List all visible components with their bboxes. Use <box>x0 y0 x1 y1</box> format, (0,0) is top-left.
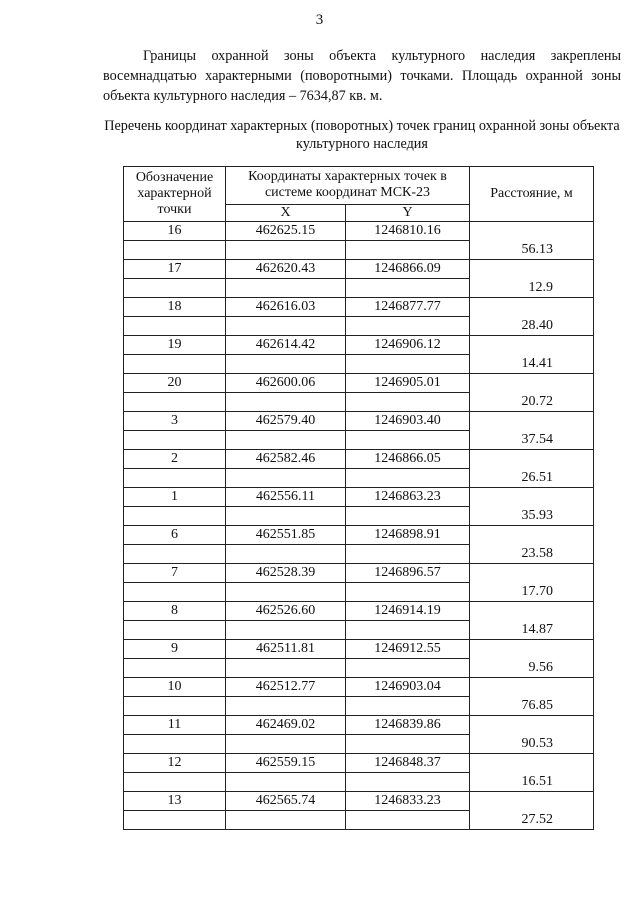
distance-cell-top <box>470 678 594 697</box>
empty-cell <box>124 241 226 260</box>
point-id: 16 <box>124 222 226 241</box>
distance-cell-top <box>470 564 594 583</box>
distance-value: 12.9 <box>470 279 594 298</box>
point-x: 462511.81 <box>226 640 346 659</box>
intro-paragraph: Границы охранной зоны объекта культурного наследия закреплены восемнадцатью характерными (поворотными) точками. Площадь охранной зоны объекта культурного наследия – 7634,87 кв. м. <box>103 48 621 104</box>
table-row <box>124 260 594 279</box>
empty-cell <box>346 355 470 374</box>
point-y: 1246833.23 <box>346 792 470 811</box>
point-x: 462582.46 <box>226 450 346 469</box>
distance-value: 56.13 <box>470 241 594 260</box>
table-row-gap <box>124 697 594 716</box>
point-id: 13 <box>124 792 226 811</box>
empty-cell <box>346 621 470 640</box>
empty-cell <box>226 317 346 336</box>
distance-value: 76.85 <box>470 697 594 716</box>
table-row-gap <box>124 279 594 298</box>
empty-cell <box>226 507 346 526</box>
empty-cell <box>346 431 470 450</box>
distance-cell-top <box>470 716 594 735</box>
empty-cell <box>226 241 346 260</box>
empty-cell <box>346 773 470 792</box>
distance-cell-top <box>470 488 594 507</box>
point-x: 462565.74 <box>226 792 346 811</box>
point-x: 462620.43 <box>226 260 346 279</box>
empty-cell <box>346 507 470 526</box>
empty-cell <box>226 697 346 716</box>
header-x: X <box>226 204 346 221</box>
distance-cell-top <box>470 260 594 279</box>
point-id: 9 <box>124 640 226 659</box>
table-row-gap <box>124 431 594 450</box>
distance-cell-top <box>470 640 594 659</box>
point-x: 462614.42 <box>226 336 346 355</box>
header-distance: Расстояние, м <box>470 167 594 222</box>
point-y: 1246810.16 <box>346 222 470 241</box>
point-y: 1246898.91 <box>346 526 470 545</box>
empty-cell <box>124 545 226 564</box>
table-row <box>124 374 594 393</box>
point-id: 10 <box>124 678 226 697</box>
header-y: Y <box>346 204 470 221</box>
empty-cell <box>346 659 470 678</box>
table-row-gap <box>124 773 594 792</box>
point-id: 3 <box>124 412 226 431</box>
distance-value: 9.56 <box>470 659 594 678</box>
empty-cell <box>226 583 346 602</box>
empty-cell <box>124 773 226 792</box>
point-x: 462551.85 <box>226 526 346 545</box>
empty-cell <box>124 621 226 640</box>
point-y: 1246866.09 <box>346 260 470 279</box>
empty-cell <box>346 811 470 830</box>
empty-cell <box>226 621 346 640</box>
point-x: 462600.06 <box>226 374 346 393</box>
point-id: 2 <box>124 450 226 469</box>
empty-cell <box>226 811 346 830</box>
point-y: 1246914.19 <box>346 602 470 621</box>
point-y: 1246903.04 <box>346 678 470 697</box>
empty-cell <box>124 431 226 450</box>
table-row <box>124 450 594 469</box>
empty-cell <box>124 469 226 488</box>
empty-cell <box>226 469 346 488</box>
empty-cell <box>124 735 226 754</box>
point-x: 462528.39 <box>226 564 346 583</box>
distance-value: 90.53 <box>470 735 594 754</box>
empty-cell <box>124 811 226 830</box>
table-row <box>124 526 594 545</box>
distance-value: 35.93 <box>470 507 594 526</box>
table-heading: Перечень координат характерных (поворотных) точек границ охранной зоны объекта культурного наследия <box>104 118 620 152</box>
empty-cell <box>124 697 226 716</box>
empty-cell <box>124 279 226 298</box>
empty-cell <box>226 735 346 754</box>
distance-value: 16.51 <box>470 773 594 792</box>
distance-value: 28.40 <box>470 317 594 336</box>
table-row-gap <box>124 469 594 488</box>
point-id: 19 <box>124 336 226 355</box>
table-row-gap <box>124 317 594 336</box>
empty-cell <box>346 393 470 412</box>
empty-cell <box>346 241 470 260</box>
point-y: 1246906.12 <box>346 336 470 355</box>
table-row-gap <box>124 393 594 412</box>
point-y: 1246866.05 <box>346 450 470 469</box>
point-y: 1246903.40 <box>346 412 470 431</box>
page-number: 3 <box>315 12 324 28</box>
distance-cell-top <box>470 450 594 469</box>
table-row-gap <box>124 583 594 602</box>
table-row <box>124 298 594 317</box>
point-y: 1246896.57 <box>346 564 470 583</box>
empty-cell <box>124 659 226 678</box>
empty-cell <box>226 545 346 564</box>
point-x: 462579.40 <box>226 412 346 431</box>
empty-cell <box>124 317 226 336</box>
empty-cell <box>346 697 470 716</box>
table-row <box>124 412 594 431</box>
empty-cell <box>124 583 226 602</box>
table-row-gap <box>124 735 594 754</box>
empty-cell <box>226 355 346 374</box>
empty-cell <box>226 431 346 450</box>
table-row-gap <box>124 355 594 374</box>
point-x: 462616.03 <box>226 298 346 317</box>
header-point-designation: Обозначение характерной точки <box>124 167 226 222</box>
table-row-gap <box>124 621 594 640</box>
empty-cell <box>226 659 346 678</box>
point-id: 8 <box>124 602 226 621</box>
header-coordinates: Координаты характерных точек в системе координат МСК-23 <box>226 167 470 205</box>
table-row <box>124 602 594 621</box>
distance-value: 26.51 <box>470 469 594 488</box>
table-row-gap <box>124 507 594 526</box>
empty-cell <box>346 583 470 602</box>
empty-cell <box>226 393 346 412</box>
empty-cell <box>346 735 470 754</box>
point-id: 18 <box>124 298 226 317</box>
distance-cell-top <box>470 374 594 393</box>
empty-cell <box>226 773 346 792</box>
empty-cell <box>346 279 470 298</box>
point-x: 462469.02 <box>226 716 346 735</box>
point-id: 11 <box>124 716 226 735</box>
point-x: 462512.77 <box>226 678 346 697</box>
point-y: 1246905.01 <box>346 374 470 393</box>
distance-value: 14.41 <box>470 355 594 374</box>
distance-cell-top <box>470 298 594 317</box>
distance-value: 27.52 <box>470 811 594 830</box>
table-row <box>124 336 594 355</box>
point-id: 12 <box>124 754 226 773</box>
table-row <box>124 754 594 773</box>
point-id: 20 <box>124 374 226 393</box>
point-id: 7 <box>124 564 226 583</box>
distance-value: 37.54 <box>470 431 594 450</box>
table-row <box>124 716 594 735</box>
distance-value: 20.72 <box>470 393 594 412</box>
empty-cell <box>346 545 470 564</box>
distance-cell-top <box>470 336 594 355</box>
table-row <box>124 678 594 697</box>
distance-cell-top <box>470 792 594 811</box>
distance-cell-top <box>470 412 594 431</box>
point-id: 17 <box>124 260 226 279</box>
point-y: 1246912.55 <box>346 640 470 659</box>
empty-cell <box>226 279 346 298</box>
table-row <box>124 640 594 659</box>
point-x: 462556.11 <box>226 488 346 507</box>
point-y: 1246863.23 <box>346 488 470 507</box>
distance-cell-top <box>470 526 594 545</box>
empty-cell <box>346 469 470 488</box>
empty-cell <box>124 507 226 526</box>
point-y: 1246839.86 <box>346 716 470 735</box>
table-row-gap <box>124 545 594 564</box>
table-row-gap <box>124 659 594 678</box>
distance-cell-top <box>470 602 594 621</box>
coordinates-table <box>123 166 594 830</box>
table-row <box>124 488 594 507</box>
table-row-gap <box>124 811 594 830</box>
table-row <box>124 222 594 241</box>
distance-cell-top <box>470 754 594 773</box>
empty-cell <box>124 393 226 412</box>
point-y: 1246848.37 <box>346 754 470 773</box>
empty-cell <box>124 355 226 374</box>
empty-cell <box>346 317 470 336</box>
table-row-gap <box>124 241 594 260</box>
point-id: 1 <box>124 488 226 507</box>
distance-value: 17.70 <box>470 583 594 602</box>
distance-value: 14.87 <box>470 621 594 640</box>
distance-value: 23.58 <box>470 545 594 564</box>
point-x: 462526.60 <box>226 602 346 621</box>
table-body <box>124 222 594 830</box>
point-y: 1246877.77 <box>346 298 470 317</box>
table-row <box>124 564 594 583</box>
point-x: 462559.15 <box>226 754 346 773</box>
table-row <box>124 792 594 811</box>
point-id: 6 <box>124 526 226 545</box>
distance-cell-top <box>470 222 594 241</box>
point-x: 462625.15 <box>226 222 346 241</box>
